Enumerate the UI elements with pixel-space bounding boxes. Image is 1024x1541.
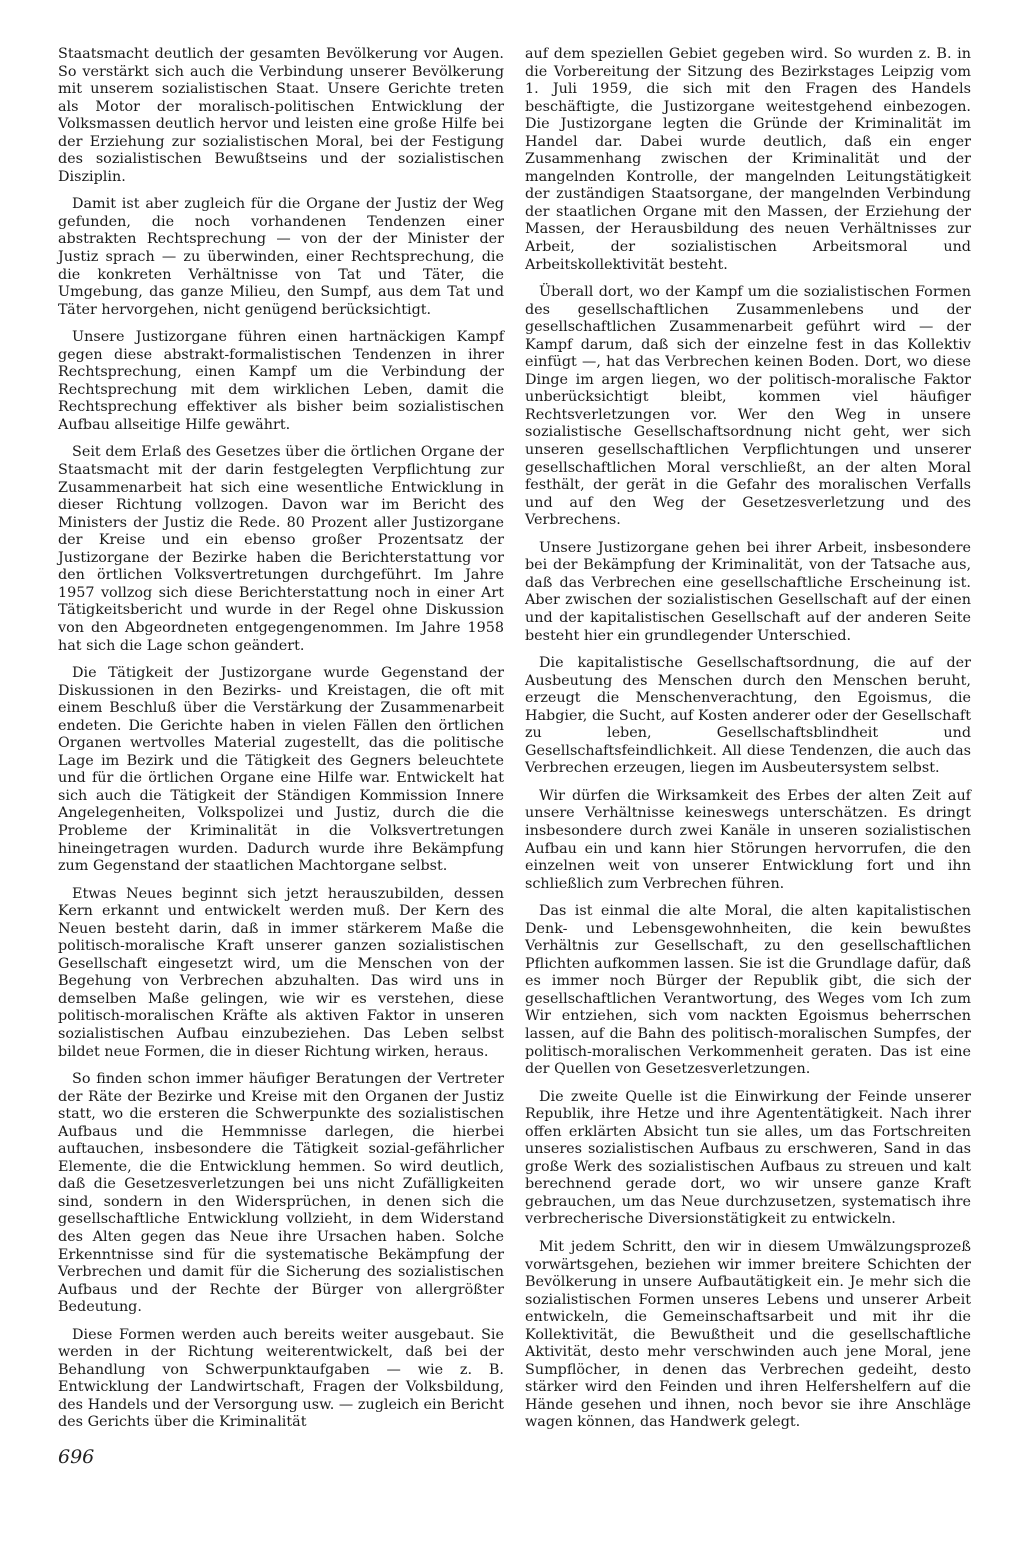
paragraph: Unsere Justizorgane gehen bei ihrer Arbeit, insbesondere bei der Bekämpfung der Kriminalität, von der Tatsache aus, daß das Verbrechen eine gesellschaftliche Erscheinung ist. Aber zwischen der sozialistischen Gesellschaft auf der einen und der kapitalistischen Gesellschaft auf der anderen Seite besteht hier ein grundlegender Unterschied. bbox=[525, 539, 971, 644]
paragraph: Mit jedem Schritt, den wir in diesem Umwälzungsprozeß vorwärtsgehen, beziehen wir immer breitere Schichten der Bevölkerung in unsere Aufbautätigkeit ein. Je mehr sich die sozialistischen Formen unseres Lebens und unserer Arbeit entwickeln, die Gemeinschaftsarbeit und mit ihr die Kollektivität, die Bewußtheit und die gesellschaftliche Aktivität, desto mehr verschwinden auch jene Moral, jene Sumpflöcher, in denen das Verbrechen gedeiht, desto stärker wird den Feinden und ihren Helfershelfern auf die Hände gesehen und ihnen, noch bevor sie ihre Anschläge wagen können, das Handwerk gelegt. bbox=[525, 1239, 971, 1431]
left-column bbox=[58, 46, 504, 1442]
paragraph: Das ist einmal die alte Moral, die alten kapitalistischen Denk- und Lebensgewohnheiten, die kein bewußtes Verhältnis zur Gesellschaft, zu den gesellschaftlichen Pflichten aufkommen lassen. Sie ist die Grundlage dafür, daß es immer noch Bürger der Republik gibt, die sich der gesellschaftlichen Verantwortung, des Weges vom Ich zum Wir entziehen, sich vom nackten Egoismus beherrschen lassen, auf die Bahn des politisch-moralischen Sumpfes, der politisch-moralischen Verkommenheit geraten. Das ist eine der Quellen von Gesetzesverletzungen. bbox=[525, 903, 971, 1078]
paragraph: Etwas Neues beginnt sich jetzt herauszubilden, dessen Kern erkannt und entwickelt werden muß. Der Kern des Neuen besteht darin, daß in immer stärkerem Maße die politisch-moralische Kraft unserer ganzen sozialistischen Gesellschaft eingesetzt wird, um die Menschen von der Begehung von Verbrechen abzuhalten. Das wird uns in demselben Maße gelingen, wie wir es verstehen, diese politisch-moralischen Kräfte als aktiven Faktor in unseren sozialistischen Aufbau einzubeziehen. Das Leben selbst bildet neue Formen, die in dieser Richtung wirken, heraus. bbox=[58, 885, 504, 1060]
paragraph: auf dem speziellen Gebiet gegeben wird. So wurden z. B. in die Vorbereitung der Sitzung des Bezirkstages Leipzig vom 1. Juli 1959, die sich mit den Fragen des Handels beschäftigte, die Justizorgane weitestgehend einbezogen. Die Justizorgane legten die Gründe der Kriminalität im Handel dar. Dabei wurde deutlich, daß ein enger Zusammenhang zwischen der Kriminalität und der mangelnden Kontrolle, der mangelnden Leitungstätigkeit der zuständigen Staatsorgane, der mangelnden Verbindung der staatlichen Organe mit den Massen, der Erziehung der Massen, der Herausbildung des neuen Verhältnisses zur Arbeit, der sozialistischen Arbeitsmoral und Arbeitskollektivität besteht. bbox=[525, 46, 971, 273]
paragraph: So finden schon immer häufiger Beratungen der Vertreter der Räte der Bezirke und Kreise mit den Organen der Justiz statt, wo die ersteren die Schwerpunkte des sozialistischen Aufbaus und die Hemmnisse darlegen, die hierbei auftauchen, insbesondere die Tätigkeit sozial-gefährlicher Elemente, die die Entwicklung hemmen. So wird deutlich, daß die Gesetzesverletzungen bei uns nicht Zufälligkeiten sind, sondern in den Widersprüchen, in denen sich die gesellschaftliche Entwicklung vollzieht, in dem Widerstand des Alten gegen das Neue ihre Ursachen haben. Solche Erkenntnisse sind für die systematische Bekämpfung der Verbrechen und damit für die Sicherung des sozialistischen Aufbaus und der Rechte der Bürger von allergrößter Bedeutung. bbox=[58, 1071, 504, 1316]
paragraph: Staatsmacht deutlich der gesamten Bevölkerung vor Augen. So verstärkt sich auch die Verbindung unserer Bevölkerung mit unserem sozialistischen Staat. Unsere Gerichte treten als Motor der moralisch-politischen Entwicklung der Volksmassen deutlich hervor und leisten eine große Hilfe bei der Erziehung zur sozialistischen Moral, bei der Festigung des sozialistischen Bewußtseins und der sozialistischen Disziplin. bbox=[58, 46, 504, 185]
paragraph: Unsere Justizorgane führen einen hartnäckigen Kampf gegen diese abstrakt-formalistischen Tendenzen in ihrer Rechtsprechung, einen Kampf um die Verbindung der Rechtsprechung mit dem wirklichen Leben, damit die Rechtsprechung effektiver als bisher beim sozialistischen Aufbau allseitige Hilfe gewährt. bbox=[58, 329, 504, 433]
paragraph: Die Tätigkeit der Justizorgane wurde Gegenstand der Diskussionen in den Bezirks- und Kreistagen, die oft mit einem Beschluß über die Verstärkung der Zusammenarbeit endeten. Die Gerichte haben in vielen Fällen den örtlichen Organen wertvolles Material zugestellt, das die politische Lage im Bezirk und die Tätigkeit des Gegners beleuchtete und für die örtlichen Organe eine Hilfe war. Entwickelt hat sich auch die Tätigkeit der Ständigen Kommission Innere Angelegenheiten, Volkspolizei und Justiz, durch die die Probleme der Kriminalität in die Volksvertretungen hineingetragen wurden. Dadurch wurde ihre Bekämpfung zum Gegenstand der staatlichen Machtorgane selbst. bbox=[58, 665, 504, 875]
paragraph: Wir dürfen die Wirksamkeit des Erbes der alten Zeit auf unsere Verhältnisse keineswegs unterschätzen. Es dringt insbesondere durch zwei Kanäle in unseren sozialistischen Aufbau ein und kann hier Störungen hervorrufen, die den einzelnen weit von unserer Entwicklung fort und ihn schließlich zum Verbrechen führen. bbox=[525, 787, 971, 892]
paragraph: Diese Formen werden auch bereits weiter ausgebaut. Sie werden in der Richtung weiterentwickelt, daß bei der Behandlung von Schwerpunktaufgaben — wie z. B. Entwicklung der Landwirtschaft, Fragen der Volksbildung, des Handels und der Versorgung usw. — zugleich ein Bericht des Gerichts über die Kriminalität bbox=[58, 1326, 504, 1431]
paragraph: Die zweite Quelle ist die Einwirkung der Feinde unserer Republik, ihre Hetze und ihre Agententätigkeit. Nach ihrer offen erklärten Absicht tun sie alles, um das Fortschreiten unseres sozialistischen Aufbaus zu erschweren, Sand in das große Werk des sozialistischen Aufbaus zu streuen und kalt berechnend gerade dort, wo wir unsere ganze Kraft gebrauchen, um das Neue durchzusetzen, systematisch ihre verbrecherische Diversionstätigkeit zu entwickeln. bbox=[525, 1088, 971, 1228]
paragraph: Damit ist aber zugleich für die Organe der Justiz der Weg gefunden, die noch vorhandenen Tendenzen einer abstrakten Rechtsprechung — von der der Minister der Justiz sprach — zu überwinden, einer Rechtsprechung, die die konkreten Verhältnisse von Tat und Täter, die Umgebung, das ganze Milieu, den Sumpf, aus dem Tat und Täter hervorgehen, nicht genügend berücksichtigt. bbox=[58, 196, 504, 318]
page-number: 696 bbox=[58, 1446, 95, 1468]
right-column bbox=[525, 46, 971, 1442]
paragraph: Seit dem Erlaß des Gesetzes über die örtlichen Organe der Staatsmacht mit der darin festgelegten Verpflichtung zur Zusammenarbeit hat sich eine wesentliche Entwicklung in dieser Richtung vollzogen. Davon war im Bericht des Ministers der Justiz die Rede. 80 Prozent aller Justizorgane der Kreise und ein ebenso großer Prozentsatz der Justizorgane der Bezirke haben die Berichterstattung vor den örtlichen Volksvertretungen durchgeführt. Im Jahre 1957 vollzog sich diese Berichterstattung noch in einer Art Tätigkeitsbericht und wurde in der Regel ohne Diskussion von den Abgeordneten entgegengenommen. Im Jahre 1958 hat sich die Lage schon geändert. bbox=[58, 444, 504, 654]
paragraph: Die kapitalistische Gesellschaftsordnung, die auf der Ausbeutung des Menschen durch den Menschen beruht, erzeugt die Menschenverachtung, den Egoismus, die Habgier, die Sucht, auf Kosten anderer oder der Gesellschaft zu leben, Gesellschaftsblindheit und Gesellschaftsfeindlichkeit. All diese Tendenzen, die auch das Verbrechen erzeugen, liegen im Ausbeutersystem selbst. bbox=[525, 655, 971, 777]
paragraph: Überall dort, wo der Kampf um die sozialistischen Formen des gesellschaftlichen Zusammenlebens und der gesellschaftlichen Zusammenarbeit geführt wird — der Kampf darum, daß sich der einzelne fest in das Kollektiv einfügt —, hat das Verbrechen keinen Boden. Dort, wo diese Dinge im argen liegen, wo der politisch-moralische Faktor unberücksichtigt bleibt, kommen viel häufiger Rechtsverletzungen vor. Wer den Weg in unsere sozialistische Gesellschaftsordnung nicht geht, wer sich unseren gesellschaftlichen Verpflichtungen und unserer gesellschaftlichen Moral verschließt, an der alten Moral festhält, der gerät in die Gefahr des moralischen Verfalls und auf den Weg der Gesetzesverletzung und des Verbrechens. bbox=[525, 284, 971, 529]
